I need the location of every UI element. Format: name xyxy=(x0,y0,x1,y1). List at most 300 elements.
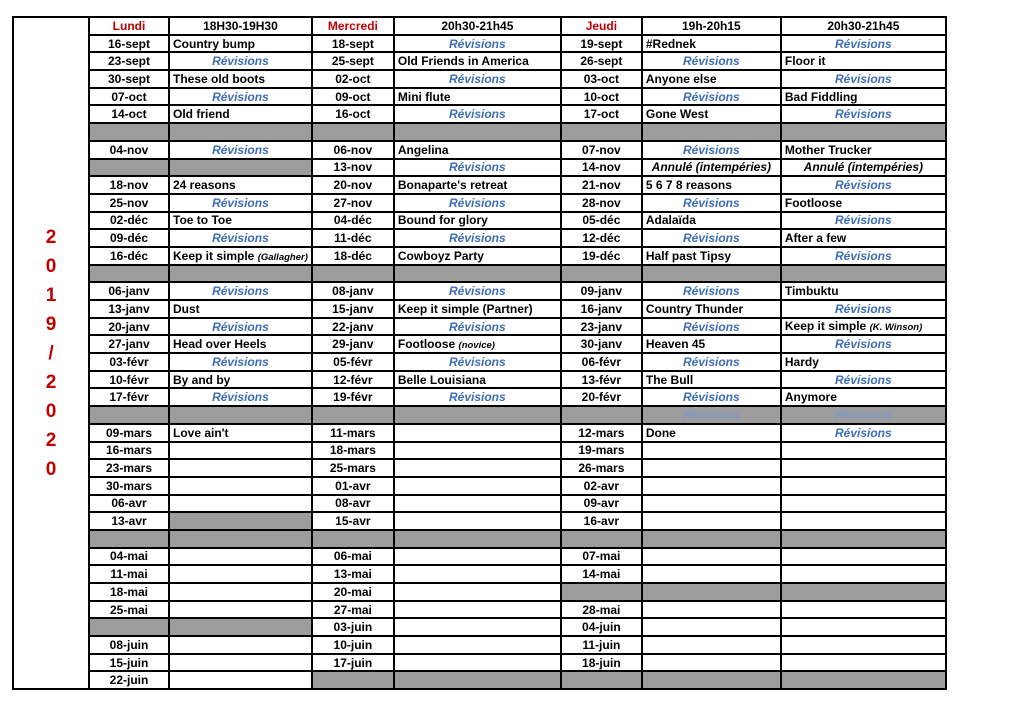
cell-text: 30-mars xyxy=(105,478,153,493)
cell-text: Révisions xyxy=(835,407,892,422)
revision-cell xyxy=(169,194,312,212)
date-cell xyxy=(312,371,394,389)
activity-cell xyxy=(394,52,561,70)
date-cell xyxy=(561,442,642,460)
empty-cell xyxy=(169,459,312,477)
activity-cell xyxy=(642,176,781,194)
cell-text: 09-janv xyxy=(580,284,623,299)
revision-cell xyxy=(781,176,946,194)
cell-text: Révisions xyxy=(212,319,269,334)
revision-cell xyxy=(169,52,312,70)
activity-cell xyxy=(169,300,312,318)
table-row xyxy=(13,548,946,566)
cell-text: 16-janv xyxy=(580,301,623,316)
activity-cell xyxy=(642,300,781,318)
cell-text: Done xyxy=(645,425,676,440)
schedule-table xyxy=(12,16,947,690)
date-cell xyxy=(89,583,169,601)
cell-text: Old Friends in America xyxy=(397,54,529,69)
cell-text: Hardy xyxy=(784,354,819,369)
revision-cell xyxy=(394,70,561,88)
cell-text: 13-janv xyxy=(108,301,150,316)
revision-cell xyxy=(169,229,312,247)
cell-text: 30-janv xyxy=(580,337,623,352)
table-row xyxy=(13,194,946,212)
table-row xyxy=(13,176,946,194)
table-row xyxy=(13,618,946,636)
empty-cell xyxy=(642,459,781,477)
cell-text: 20-mai xyxy=(333,584,372,599)
vacation-cell xyxy=(312,530,394,548)
date-cell xyxy=(561,601,642,619)
vacation-cell xyxy=(312,265,394,283)
cell-text: 14-mai xyxy=(582,567,621,582)
cell-text: 18-nov xyxy=(109,178,149,193)
revision-cell xyxy=(642,353,781,371)
date-cell xyxy=(89,176,169,194)
cell-text: Révisions xyxy=(449,195,506,210)
activity-cell xyxy=(394,371,561,389)
date-cell xyxy=(312,247,394,265)
year-char: 2 xyxy=(45,226,57,248)
cell-text: 04-mai xyxy=(109,549,149,564)
cell-text: The Bull xyxy=(645,372,694,387)
date-cell xyxy=(312,318,394,336)
revision-cell-muted xyxy=(642,406,781,424)
cell-text: Révisions xyxy=(835,178,892,193)
date-cell xyxy=(561,618,642,636)
empty-cell xyxy=(169,442,312,460)
date-cell xyxy=(89,35,169,53)
cell-text: Anyone else xyxy=(645,71,717,86)
date-cell xyxy=(312,459,394,477)
empty-cell xyxy=(781,601,946,619)
cell-text: 05-déc xyxy=(582,213,621,228)
year-char: / xyxy=(48,342,54,364)
cell-text: 06-avr xyxy=(111,496,147,511)
cell-text: Révisions xyxy=(683,231,740,246)
activity-cell xyxy=(394,300,561,318)
date-cell xyxy=(561,176,642,194)
date-cell xyxy=(89,141,169,159)
cell-text: 09-déc xyxy=(109,231,149,246)
vacation-cell xyxy=(394,265,561,283)
cell-text: 12-déc xyxy=(582,231,621,246)
revision-cell xyxy=(169,318,312,336)
activity-cell xyxy=(169,424,312,442)
cell-text: Keep it simple (Partner) xyxy=(397,301,533,316)
cell-text: Footloose xyxy=(784,195,843,210)
cell-text: 17-oct xyxy=(583,107,620,122)
table-row xyxy=(13,159,946,177)
cell-text: 25-nov xyxy=(109,195,149,210)
cell-text: 16-sept xyxy=(107,36,151,51)
revision-cell-muted xyxy=(781,406,946,424)
activity-cell xyxy=(781,388,946,406)
cell-text: 14-nov xyxy=(582,160,621,175)
cell-text: Bonaparte's retreat xyxy=(397,178,508,193)
cell-text: 23-sept xyxy=(107,54,151,69)
cell-text: Révisions xyxy=(683,284,740,299)
empty-cell xyxy=(394,618,561,636)
table-row xyxy=(13,52,946,70)
cell-text: Révisions xyxy=(835,213,892,228)
revision-cell xyxy=(642,282,781,300)
cell-text: 04-déc xyxy=(333,213,372,228)
cell-text: 20-févr xyxy=(581,390,622,405)
cell-text: 20-nov xyxy=(333,178,373,193)
empty-cell xyxy=(169,565,312,583)
date-cell xyxy=(312,512,394,530)
activity-cell xyxy=(781,318,946,336)
table-row xyxy=(13,35,946,53)
cell-text: 22-janv xyxy=(332,319,374,334)
vacation-cell xyxy=(642,583,781,601)
table-row xyxy=(13,247,946,265)
date-cell xyxy=(89,459,169,477)
cell-text: After a few xyxy=(784,231,847,246)
table-row xyxy=(13,123,946,141)
cell-text: 25-sept xyxy=(331,54,374,69)
cell-text: Révisions xyxy=(212,390,269,405)
activity-cell xyxy=(169,371,312,389)
header-time-mercredi: 20h30-21h45 xyxy=(394,17,561,35)
table-row xyxy=(13,282,946,300)
date-cell xyxy=(561,335,642,353)
vacation-cell xyxy=(561,123,642,141)
cell-text: These old boots xyxy=(173,71,266,86)
vacation-cell xyxy=(642,265,781,283)
activity-cell xyxy=(169,35,312,53)
revision-cell xyxy=(394,105,561,123)
cell-text: 19-sept xyxy=(580,36,623,51)
table-row xyxy=(13,70,946,88)
cell-text: 26-sept xyxy=(580,54,623,69)
cell-text: 19-déc xyxy=(582,248,621,263)
revision-cell xyxy=(642,52,781,70)
date-cell xyxy=(561,424,642,442)
activity-cell xyxy=(394,176,561,194)
date-cell xyxy=(312,35,394,53)
date-cell xyxy=(312,212,394,230)
vacation-cell xyxy=(394,406,561,424)
empty-cell xyxy=(642,495,781,513)
activity-cell xyxy=(781,52,946,70)
date-cell xyxy=(89,512,169,530)
cell-text: Révisions xyxy=(683,195,740,210)
cell-text: Gone West xyxy=(645,107,709,122)
cell-text: 02-avr xyxy=(583,478,620,493)
cell-text: Révisions xyxy=(212,89,269,104)
table-row xyxy=(13,495,946,513)
date-cell xyxy=(561,318,642,336)
date-cell xyxy=(89,548,169,566)
cell-text: Révisions xyxy=(683,390,740,405)
date-cell xyxy=(89,194,169,212)
cell-text: Révisions xyxy=(449,319,506,334)
revision-cell xyxy=(394,35,561,53)
cell-text: Old friend xyxy=(173,107,230,122)
vacation-cell xyxy=(781,671,946,689)
empty-cell xyxy=(394,548,561,566)
cell-text: 20-janv xyxy=(108,319,150,334)
cell-text: Révisions xyxy=(212,354,269,369)
cell-text: Keep it simple xyxy=(784,319,870,334)
cell-text: 12-févr xyxy=(333,372,373,387)
date-cell xyxy=(312,194,394,212)
cell-text: Angelina xyxy=(397,142,449,157)
date-cell xyxy=(89,565,169,583)
vacation-cell xyxy=(561,265,642,283)
table-row xyxy=(13,530,946,548)
cell-text: 13-avr xyxy=(111,514,147,529)
empty-cell xyxy=(394,424,561,442)
date-cell xyxy=(89,229,169,247)
cell-text: Révisions xyxy=(449,160,506,175)
date-cell xyxy=(561,654,642,672)
cell-text: 12-mars xyxy=(578,425,625,440)
revision-cell xyxy=(394,388,561,406)
activity-cell xyxy=(394,88,561,106)
date-cell xyxy=(312,618,394,636)
date-cell xyxy=(89,300,169,318)
empty-cell xyxy=(642,601,781,619)
vacation-cell xyxy=(561,406,642,424)
cancelled-cell xyxy=(781,159,946,177)
activity-cell xyxy=(781,282,946,300)
cell-text: Révisions xyxy=(449,284,506,299)
revision-cell xyxy=(394,282,561,300)
cell-text: 26-mars xyxy=(578,461,625,476)
date-cell xyxy=(312,335,394,353)
cell-text: Révisions xyxy=(212,142,269,157)
table-row xyxy=(13,265,946,283)
table-row xyxy=(13,583,946,601)
activity-cell xyxy=(781,229,946,247)
header-day-jeudi: Jeudi xyxy=(561,17,642,35)
empty-cell xyxy=(169,495,312,513)
cell-text: 15-juin xyxy=(109,655,149,670)
cell-text: Love ain't xyxy=(173,425,229,440)
date-cell xyxy=(89,282,169,300)
date-cell xyxy=(561,194,642,212)
revision-cell xyxy=(781,300,946,318)
date-cell xyxy=(561,141,642,159)
revision-cell xyxy=(781,35,946,53)
vacation-cell xyxy=(169,123,312,141)
activity-cell xyxy=(394,335,561,353)
empty-cell xyxy=(781,495,946,513)
date-cell xyxy=(89,70,169,88)
cell-text: 05-févr xyxy=(333,354,373,369)
table-row xyxy=(13,442,946,460)
revision-cell xyxy=(169,353,312,371)
date-cell xyxy=(312,229,394,247)
revision-cell xyxy=(781,424,946,442)
empty-cell xyxy=(169,548,312,566)
empty-cell xyxy=(642,442,781,460)
date-cell xyxy=(312,442,394,460)
year-label xyxy=(13,17,89,689)
date-cell xyxy=(312,654,394,672)
vacation-cell xyxy=(394,671,561,689)
table-row xyxy=(13,335,946,353)
cell-text: 09-mars xyxy=(105,425,153,440)
date-cell xyxy=(89,335,169,353)
date-cell xyxy=(89,247,169,265)
cell-text: Annulé (intempéries) xyxy=(803,160,924,175)
vacation-cell xyxy=(169,406,312,424)
cell-text: Révisions xyxy=(449,354,506,369)
date-cell xyxy=(561,52,642,70)
date-cell xyxy=(312,477,394,495)
table-row xyxy=(13,388,946,406)
cell-text: 28-nov xyxy=(582,195,621,210)
cell-text: Révisions xyxy=(683,54,740,69)
cell-text: Keep it simple xyxy=(173,248,258,263)
empty-cell xyxy=(394,583,561,601)
date-cell xyxy=(89,353,169,371)
cell-text: Révisions xyxy=(835,425,892,440)
cell-text: Révisions xyxy=(212,284,269,299)
cell-text: Révisions xyxy=(212,195,269,210)
cell-text: 09-avr xyxy=(583,496,620,511)
empty-cell xyxy=(169,671,312,689)
cell-text: Révisions xyxy=(449,71,506,86)
cell-text: Révisions xyxy=(449,107,506,122)
cell-text: Annulé (intempéries) xyxy=(651,160,772,175)
year-char: 0 xyxy=(45,458,57,480)
year-char: 2 xyxy=(45,429,57,451)
cell-text: 17-juin xyxy=(333,655,373,670)
cell-text: 18-sept xyxy=(331,36,374,51)
table-row xyxy=(13,424,946,442)
cell-text: 11-mai xyxy=(110,567,148,582)
vacation-cell xyxy=(312,671,394,689)
cell-text: Floor it xyxy=(784,54,826,69)
cell-text: 19-mars xyxy=(578,443,625,458)
cell-text: 23-mars xyxy=(105,461,153,476)
revision-cell xyxy=(394,318,561,336)
activity-cell xyxy=(169,105,312,123)
cell-text: 08-janv xyxy=(332,284,374,299)
cell-text: 07-mai xyxy=(582,549,621,564)
table-row xyxy=(13,229,946,247)
date-cell xyxy=(89,495,169,513)
activity-cell xyxy=(169,176,312,194)
empty-cell xyxy=(394,654,561,672)
cell-text: 27-mai xyxy=(333,602,372,617)
table-row xyxy=(13,300,946,318)
vacation-cell xyxy=(642,671,781,689)
year-label-chars xyxy=(14,228,88,479)
cell-text: 25-mars xyxy=(329,461,376,476)
cell-text: Half past Tipsy xyxy=(645,248,731,263)
cell-text: 16-mars xyxy=(105,443,153,458)
date-cell xyxy=(312,70,394,88)
empty-cell xyxy=(781,548,946,566)
cell-text: 11-juin xyxy=(582,637,621,652)
cell-text: Révisions xyxy=(683,319,740,334)
cell-text: 19-févr xyxy=(333,390,373,405)
cell-text: By and by xyxy=(173,372,231,387)
empty-cell xyxy=(781,459,946,477)
cell-text: Révisions xyxy=(449,36,506,51)
cell-text: 15-avr xyxy=(335,514,371,529)
header-time-jeudi-2: 20h30-21h45 xyxy=(781,17,946,35)
cell-text: 03-juin xyxy=(333,620,373,635)
activity-cell xyxy=(169,335,312,353)
date-cell xyxy=(561,388,642,406)
date-cell xyxy=(561,212,642,230)
revision-cell xyxy=(781,105,946,123)
table-row xyxy=(13,671,946,689)
cell-text: Révisions xyxy=(835,301,892,316)
date-cell xyxy=(561,371,642,389)
activity-cell xyxy=(642,335,781,353)
date-cell xyxy=(89,654,169,672)
cell-text: Révisions xyxy=(683,407,740,422)
empty-cell xyxy=(394,477,561,495)
date-cell xyxy=(312,636,394,654)
vacation-cell xyxy=(642,123,781,141)
vacation-cell xyxy=(394,530,561,548)
table-row xyxy=(13,105,946,123)
cell-note: (K. Winson) xyxy=(869,322,923,334)
cell-text: Révisions xyxy=(449,390,506,405)
empty-cell xyxy=(781,618,946,636)
cell-text: Timbuktu xyxy=(784,284,839,299)
date-cell xyxy=(89,601,169,619)
cancelled-cell xyxy=(642,159,781,177)
date-cell xyxy=(89,671,169,689)
cell-text: 09-oct xyxy=(335,89,371,104)
cell-text: Adalaïda xyxy=(645,213,696,228)
cell-text: 13-févr xyxy=(581,372,622,387)
empty-cell xyxy=(169,654,312,672)
revision-cell xyxy=(642,194,781,212)
date-cell xyxy=(89,52,169,70)
cell-text: 13-nov xyxy=(333,160,373,175)
vacation-cell xyxy=(312,406,394,424)
cell-text: 07-nov xyxy=(582,142,621,157)
date-cell xyxy=(561,636,642,654)
empty-cell xyxy=(781,565,946,583)
table-row xyxy=(13,654,946,672)
vacation-cell xyxy=(169,530,312,548)
empty-cell xyxy=(394,601,561,619)
cell-text: Head over Heels xyxy=(173,337,267,352)
date-cell xyxy=(561,548,642,566)
date-cell xyxy=(312,141,394,159)
empty-cell xyxy=(642,636,781,654)
cell-text: 18-déc xyxy=(333,248,372,263)
table-row xyxy=(13,141,946,159)
date-cell xyxy=(312,88,394,106)
date-cell xyxy=(312,353,394,371)
vacation-cell xyxy=(169,265,312,283)
revision-cell xyxy=(394,353,561,371)
cell-text: 18-juin xyxy=(582,655,621,670)
revision-cell xyxy=(394,194,561,212)
cell-text: Anymore xyxy=(784,390,837,405)
activity-cell xyxy=(169,212,312,230)
cell-text: 11-déc xyxy=(334,231,372,246)
date-cell xyxy=(312,583,394,601)
date-cell xyxy=(89,636,169,654)
date-cell xyxy=(561,353,642,371)
cell-note: (Gallagher) xyxy=(257,251,308,263)
